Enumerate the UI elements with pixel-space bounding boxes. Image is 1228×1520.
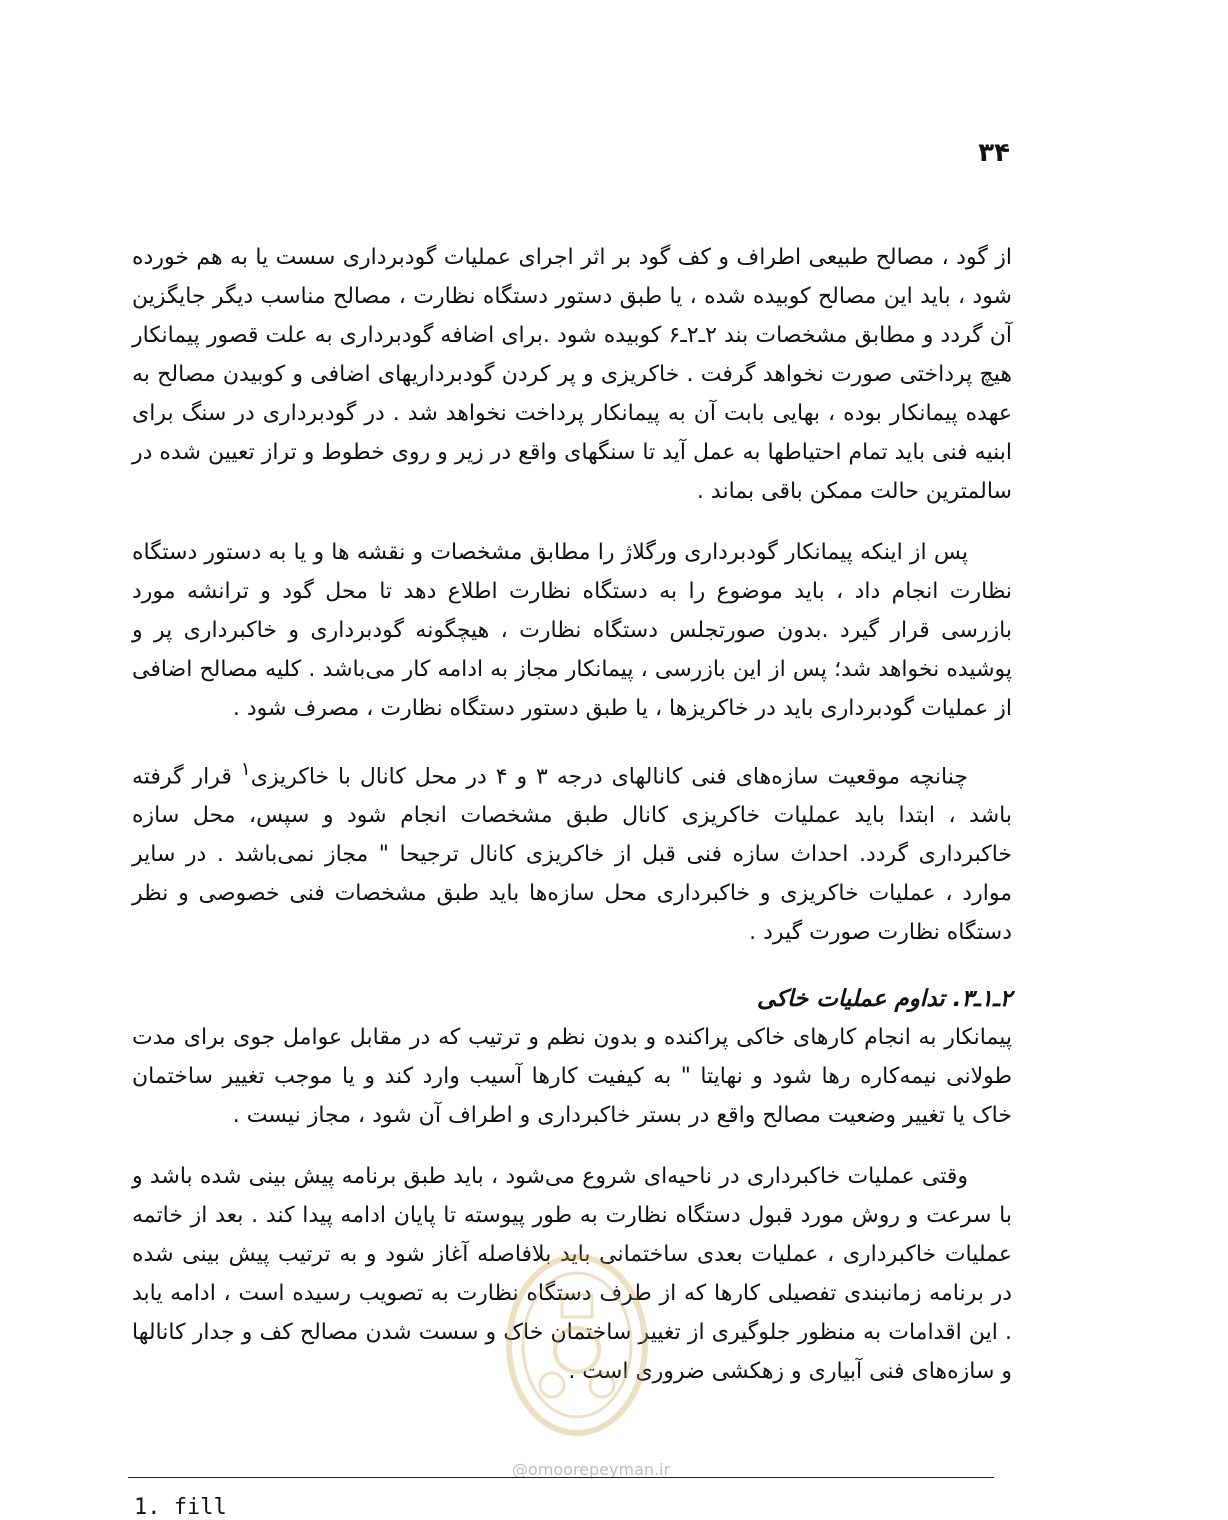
footnote-separator — [128, 1477, 994, 1478]
paragraph-structures-part1: چنانچه موقعیت سازه‌های فنی کانالهای درجه ۳ و ۴ در محل کانال با خاکریزی — [250, 764, 968, 790]
paragraph-continuity: پیمانکار به انجام کارهای خاکی پراکنده و بدون نظم و ترتیب که در مقابل عوامل جوی برای مدت طولانی نیمه‌کاره رها شود و نهایتا " به کیفیت کارها آسیب وارد کند و یا موجب تغییر ساختمان خاک یا تغییر وضعیت مصالح واقع در بستر خاکبرداری و اطراف آن شود ، مجاز نیست . — [132, 1025, 1012, 1129]
paragraph-excavation-compaction: از گود ، مصالح طبیعی اطراف و کف گود بر اثر اجرای عملیات گودبرداری سست یا به هم خورده شود ، باید این مصالح کوبیده شده ، یا طبق دستور دستگاه نظارت ، مصالح مناسب دیگر جایگزین آن گردد و مطابق مشخصات بند ۲ـ۲ـ۶ کوبیده شود .برای اضافه گودبرداری به علت قصور پیمانکار هیچ پرداختی صورت نخواهد گرفت . خاکریزی و پر کردن گودبرداریهای اضافی و کوبیدن مصالح به عهده پیمانکار بوده ، بهایی بابت آن به پیمانکار پرداخت نخواهد شد . در گودبرداری در سنگ برای ابنیه فنی باید تمام احتیاطها به عمل آید تا سنگهای واقع در زیر و روی خطوط و تراز تعیین شده در سالمترین حالت ممکن باقی بماند . — [132, 245, 1012, 504]
watermark-text: @omoorepeyman.ir — [512, 1460, 671, 1479]
footnote: 1. fill — [134, 1495, 227, 1520]
page-number: ۳۴ — [978, 138, 1010, 168]
paragraph-structures-part2: قرار گرفته باشد ، ابتدا باید عملیات خاکریزی کانال طبق مشخصات انجام شود و سپس، محل سازه خاکبرداری گردد. احداث سازه فنی قبل از خاکریزی کانال ترجیحا " مجاز نمی‌باشد . در سایر موارد ، عملیات خاکریزی و خاکبرداری محل سازه‌ها باید طبق مشخصات فنی خصوصی و نظر دستگاه نظارت صورت گیرد . — [132, 764, 1012, 946]
page-body — [132, 238, 1012, 1391]
section-heading: ۲ـ۱ـ۳. تداوم عملیات خاکی — [756, 986, 1012, 1013]
footnote-reference: ۱ — [240, 759, 251, 780]
paragraph-structures — [132, 750, 1012, 952]
paragraph-schedule: وقتی عملیات خاکبرداری در ناحیه‌ای شروع می‌شود ، باید طبق برنامه پیش بینی شده باشد و با سرعت و روش مورد قبول دستگاه نظارت به طور پیوسته تا پایان ادامه پیدا کند . بعد از خاتمه عملیات خاکبرداری ، عملیات بعدی ساختمانی باید بلافاصله آغاز شود و به ترتیب پیش بینی شده در برنامه زمانبندی تفصیلی کارها که از طرف دستگاه نظارت به تصویب رسیده است ، ادامه یابد . این اقدامات به منظور جلوگیری از تغییر ساختمان خاک و سست شدن مصالح کف و جدار کانالها و سازه‌های فنی آبیاری و زهکشی ضروری است . — [132, 1164, 1012, 1385]
paragraph-inspection: پس از اینکه پیمانکار گودبرداری ورگلاژ را مطابق مشخصات و نقشه ها و یا به دستور دستگاه نظارت انجام داد ، باید موضوع را به دستگاه نظارت اطلاع دهد تا محل گود و ترانشه مورد بازرسی قرار گیرد .بدون صورتجلس دستگاه نظارت ، هیچگونه گودبرداری و خاکبرداری پر و پوشیده نخواهد شد؛ پس از این بازرسی ، پیمانکار مجاز به ادامه کار می‌باشد . کلیه مصالح اضافی از عملیات گودبرداری باید در خاکریزها ، یا طبق دستور دستگاه نظارت ، مصرف شود . — [132, 540, 1012, 721]
